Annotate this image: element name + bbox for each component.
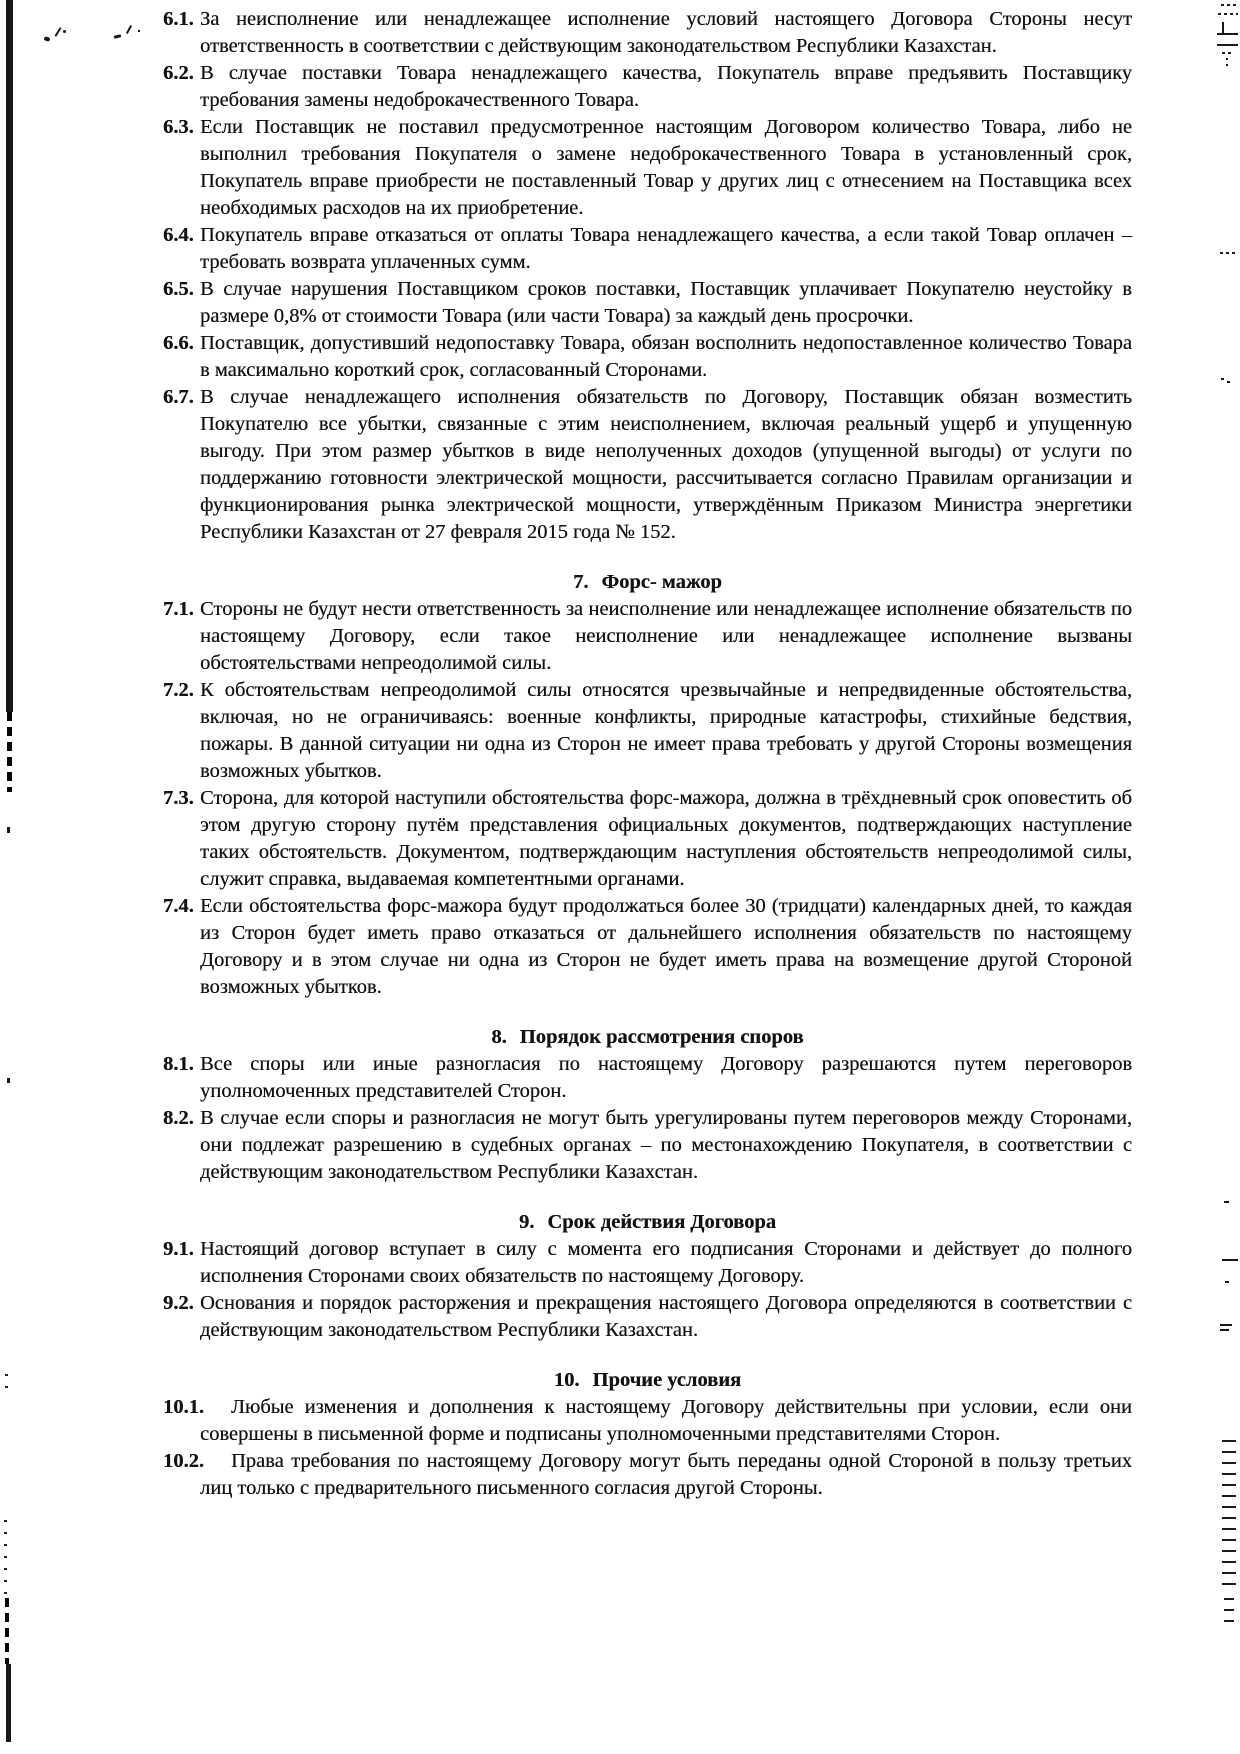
clause-text: В случае поставки Товара ненадлежащего качества, Покупатель вправе предъявить Поставщику требования замены недоброкачественного Товара. [200, 62, 1132, 111]
section-heading [163, 1209, 1132, 1236]
pencil-mark [55, 27, 62, 37]
clause-number: 10.1. [163, 1396, 204, 1418]
clause [163, 222, 1132, 276]
scan-tick [1217, 44, 1238, 46]
clause-text: За неисполнение или ненадлежащее исполнение условий настоящего Договора Стороны несут ответственность в соответствии с действующим законодательством Республики Казахстан. [200, 8, 1132, 57]
pencil-mark [138, 30, 140, 32]
clause-number: 7.3. [163, 787, 194, 809]
pencil-mark [44, 36, 51, 42]
pencil-mark [114, 34, 122, 39]
clause-text: Если Поставщик не поставил предусмотренное настоящим Договором количество Товара, либо не выполнил требования Покупателя о замене недоброкачественного Товара в установленный срок, Покупатель вправе приобрести не поставленный Товар у других лиц с отнесением на Поставщика всех необходимых расходов на их приобретение. [200, 116, 1132, 219]
section-heading [163, 1367, 1132, 1394]
clause-text: Сторона, для которой наступили обстоятельства форс-мажора, должна в трёхдневный срок оповестить об этом другую сторону путём представления официальных документов, подтверждающих наступление таких обстоятельств. Документом, подтверждающим наступления обстоятельств непреодолимой силы, служит справка, выдаваемая компетентными органами. [200, 787, 1132, 890]
clause [163, 114, 1132, 222]
clause-number: 7.1. [163, 598, 194, 620]
scan-edge-dots [5, 1374, 8, 1398]
clause [163, 1448, 1132, 1502]
clause-text: Если обстоятельства форс-мажора будут продолжаться более 30 (тридцати) календарных дней, то каждая из Сторон будет иметь право отказаться от дальнейшего исполнения обязательств по настоящему Договору и в этом случае ни одна из Сторон не будет иметь права на возмещение другой Стороной возможных убытков. [200, 895, 1132, 998]
scan-tick-column [1224, 1598, 1234, 1628]
clause-text: В случае если споры и разногласия не могут быть урегулированы путем переговоров между Сторонами, они подлежат разрешению в судебных органах – по местонахождению Покупателя, в соответствии с действующим законодательством Республики Казахстан. [200, 1107, 1132, 1183]
clause-number: 9.1. [163, 1238, 194, 1260]
scan-edge-bar-top [6, 0, 13, 712]
section-title: Форс- мажор [601, 571, 722, 593]
clause [163, 1394, 1132, 1448]
scan-edge-dot [7, 827, 10, 833]
clause [163, 6, 1132, 60]
scan-tick [1218, 13, 1238, 15]
clause-number: 6.2. [163, 62, 194, 84]
clause-number: 6.1. [163, 8, 194, 30]
scan-edge-bar-dashed [7, 712, 12, 792]
clause [163, 330, 1132, 384]
clause-number: 7.4. [163, 895, 194, 917]
clause-text: Покупатель вправе отказаться от оплаты Товара ненадлежащего качества, а если такой Товар оплачен – требовать возврата уплаченных сумм. [200, 224, 1132, 273]
clause-number: 6.5. [163, 278, 194, 300]
clause-number: 6.6. [163, 332, 194, 354]
clause-number: 10.2. [163, 1450, 204, 1472]
clause [163, 677, 1132, 785]
contract-body [163, 6, 1132, 1502]
clause-text: Поставщик, допустивший недопоставку Товара, обязан восполнить недопоставленное количество Товара в максимально короткий срок, согласованный Сторонами. [200, 332, 1132, 381]
scan-tick [1224, 1201, 1229, 1203]
clause [163, 1236, 1132, 1290]
clause [163, 596, 1132, 677]
clause-text: Стороны не будут нести ответственность за неисполнение или ненадлежащее исполнение обязательств по настоящему Договору, если такое неисполнение или ненадлежащее исполнение вызваны обстоятельствами непреодолимой силы. [200, 598, 1132, 674]
scan-edge-dots [4, 1520, 7, 1600]
clause-text: Основания и порядок расторжения и прекращения настоящего Договора определяются в соответствии с действующим законодательством Республики Казахстан. [200, 1292, 1132, 1341]
scan-tick [1226, 64, 1228, 66]
clause-text: Любые изменения и дополнения к настоящему Договору действительны при условии, если они совершены в письменной форме и подписаны уполномоченными представителями Сторон. [200, 1396, 1132, 1445]
clause-text: Все споры или иные разногласия по настоящему Договору разрешаются путем переговоров уполномоченных представителей Сторон. [200, 1053, 1132, 1102]
section-number: 7. [573, 571, 589, 593]
clause [163, 276, 1132, 330]
clause [163, 1105, 1132, 1186]
clause [163, 785, 1132, 893]
clause-number: 6.7. [163, 386, 194, 408]
scan-edge-bar-bottom [6, 1664, 11, 1742]
clause [163, 1051, 1132, 1105]
clause-text: В случае ненадлежащего исполнения обязательств по Договору, Поставщик обязан возместить Покупателю все убытки, связанные с этим неисполнением, включая реальный ущерб и упущенную выгоду. При этом размер убытков в виде неполученных доходов (упущенной выгоды) от услуги по поддержанию готовности электрической мощности, рассчитывается согласно Правилам организации и функционирования рынка электрической мощности, утверждённым Приказом Министра энергетики Республики Казахстан от 27 февраля 2015 года № 152. [200, 386, 1132, 543]
clause [163, 60, 1132, 114]
clause-number: 6.4. [163, 224, 194, 246]
section-title: Порядок рассмотрения споров [519, 1026, 804, 1048]
pencil-mark [63, 30, 66, 33]
pencil-mark [126, 25, 132, 34]
scan-tick [1227, 381, 1230, 383]
clause-number: 9.2. [163, 1292, 194, 1314]
clause-number: 8.1. [163, 1053, 194, 1075]
scan-tick [1225, 1281, 1229, 1283]
scan-tick [1221, 378, 1224, 380]
clause-text: Права требования по настоящему Договору могут быть переданы одной Стороной в пользу третьих лиц только с предварительного письменного согласия другой Стороны. [200, 1450, 1132, 1499]
scan-tick [1220, 1324, 1232, 1326]
clause [163, 384, 1132, 546]
section-number: 10. [553, 1369, 580, 1391]
clause-number: 8.2. [163, 1107, 194, 1129]
clause [163, 893, 1132, 1001]
scan-edge-dot [7, 1078, 10, 1083]
clause-number: 7.2. [163, 679, 194, 701]
section-title: Прочие условия [592, 1369, 742, 1391]
section-number: 9. [518, 1211, 535, 1233]
section-number: 8. [491, 1026, 507, 1048]
clause-text: Настоящий договор вступает в силу с момента его подписания Сторонами и действует до полного исполнения Сторонами своих обязательств по настоящему Договору. [200, 1238, 1132, 1287]
scan-tick [1220, 252, 1235, 254]
scan-tick [1222, 1259, 1238, 1261]
scan-tick [1222, 22, 1224, 33]
scan-tick-column [1222, 1440, 1236, 1586]
scan-tick [1220, 1329, 1229, 1331]
scan-tick [1221, 4, 1237, 6]
scan-edge-bar-dashed [5, 1598, 9, 1664]
clause-text: К обстоятельствам непреодолимой силы относятся чрезвычайные и непредвиденные обстоятельства, включая, но не ограничиваясь: военные конфликты, природные катастрофы, стихийные бедствия, пожары. В данной ситуации ни одна из Сторон не имеет права требовать у другой Стороны возмещения возможных убытков. [200, 679, 1132, 782]
clause [163, 1290, 1132, 1344]
section-heading [163, 569, 1132, 596]
clause-number: 6.3. [163, 116, 194, 138]
scan-tick [1217, 33, 1238, 35]
section-heading [163, 1024, 1132, 1051]
clause-text: В случае нарушения Поставщиком сроков поставки, Поставщик уплачивает Покупателю неустойку в размере 0,8% от стоимости Товара (или части Товара) за каждый день просрочки. [200, 278, 1132, 327]
section-title: Срок действия Договора [547, 1211, 777, 1233]
scan-tick [1222, 52, 1232, 54]
scan-tick [1226, 58, 1228, 60]
